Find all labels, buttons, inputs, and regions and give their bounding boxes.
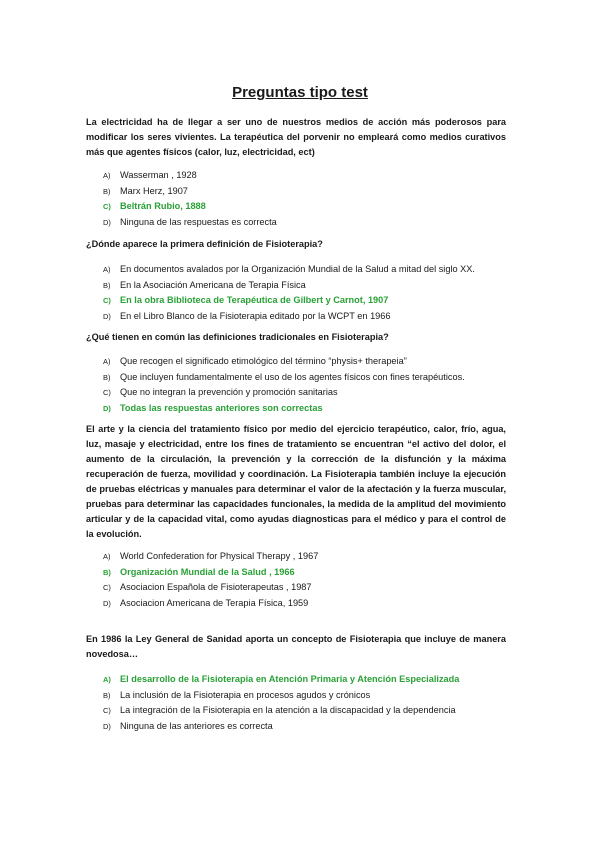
- option-5a-correct: A) El desarrollo de la Fisioterapia en Atención Primaria y Atención Especializada: [103, 674, 460, 684]
- option-4d: D) Asociacion Americana de Terapia Física, 1959: [103, 597, 309, 608]
- option-3d-correct: D) Todas las respuestas anteriores son correctas: [103, 402, 323, 413]
- option-2a: A) En documentos avalados por la Organización Mundial de la Salud a mitad del siglo XX.: [103, 264, 475, 274]
- question-1-text: La electricidad ha de llegar a ser uno de nuestros medios de acción más poderosos para modificar los seres vivientes. La terapéutica del porvenir no empleará como medios curativos más que agentes físicos (calor, luz, electricidad, ect): [86, 117, 506, 157]
- option-2c-correct: C) En la obra Biblioteca de Terapéutica de Gilbert y Carnot, 1907: [103, 295, 389, 305]
- option-5c: C) La integración de la Fisioterapia en la atención a la discapacidad y la dependencia: [103, 705, 456, 715]
- question-4-options: [103, 549, 523, 611]
- option-4b-correct: B) Organización Mundial de la Salud , 1966: [103, 566, 295, 577]
- option-2d: D) En el Libro Blanco de la Fisioterapia editado por la WCPT en 1966: [103, 310, 391, 321]
- option-3c: C) Que no integran la prevención y promoción sanitarias: [103, 387, 338, 397]
- question-4-text: El arte y la ciencia del tratamiento físico por medio del ejercicio terapéutico, calor, frío, agua, luz, masaje y electricidad, entre los fines de tratamiento se encuentran “el activo del dolor, el aumento de la circulación, la prevención y la corrección de la disfunción y la máxima recuperación de fuerza, movilidad y coordinación. La Fisioterapia también incluye la ejecución de pruebas eléctricas y manuales para determinar el valor de la afectación y la fuerza muscular, pruebas para determinar las capacidades funcionales, la medida de la amplitud del movimiento articular y de la capacidad vital, como ayudas diagnosticas para el médico y para el control de la evolución.: [86, 424, 506, 539]
- option-4a: A) World Confederation for Physical Therapy , 1967: [103, 551, 319, 561]
- question-3-options: [103, 354, 523, 416]
- option-5b: B) La inclusión de la Fisioterapia en procesos agudos y crónicos: [103, 689, 371, 700]
- option-1c-correct: C) Beltrán Rubio, 1888: [103, 201, 206, 211]
- option-5d: D) Ninguna de las anteriores es correcta: [103, 720, 273, 731]
- question-2-options: [103, 262, 523, 324]
- option-1b: B) Marx Herz, 1907: [103, 185, 188, 196]
- question-5-text: En 1986 la Ley General de Sanidad aporta un concepto de Fisioterapia que incluye de manera novedosa…: [86, 634, 506, 659]
- question-5-options: [103, 672, 523, 734]
- option-2b: B) En la Asociación Americana de Terapia Física: [103, 279, 306, 290]
- page-title: Preguntas tipo test: [232, 84, 368, 101]
- option-1a: A) Wasserman , 1928: [103, 170, 197, 180]
- option-3b: B) Que incluyen fundamentalmente el uso de los agentes físicos con fines terapéuticos.: [103, 371, 465, 382]
- option-1d: D) Ninguna de las respuestas es correcta: [103, 216, 277, 227]
- question-3-text: ¿Qué tienen en común las definiciones tradicionales en Fisioterapia?: [86, 332, 389, 342]
- question-2-text: ¿Dónde aparece la primera definición de Fisioterapia?: [86, 239, 323, 249]
- option-4c: C) Asociacion Española de Fisioterapeutas , 1987: [103, 582, 312, 592]
- option-3a: A) Que recogen el significado etimológico del término “physis+ therapeia”: [103, 356, 407, 366]
- question-1-options: [103, 168, 523, 230]
